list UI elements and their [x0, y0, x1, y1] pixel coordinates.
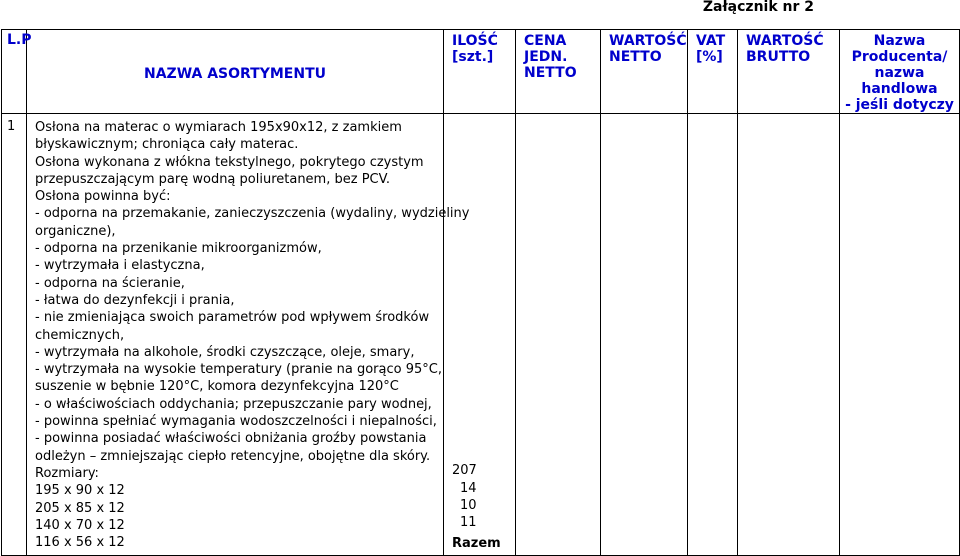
net-value-cell[interactable]: [601, 114, 688, 556]
header-vat: VAT [%]: [688, 30, 738, 114]
header-lp: L.P: [2, 30, 27, 114]
header-assortment: NAZWA ASORTYMENTU: [27, 30, 444, 114]
row-description: Osłona na materac o wymiarach 195x90x12, z zamkiem błyskawicznym; chroniąca cały materac. Osłona wykonana z włókna tekstylnego, pokrytego czystym przepuszczającym parę wodną poliuretanem, bez PCV. Osłona powinna być: - odporna na przemakanie, zanieczyszczenia (wydaliny, wydzieliny organiczne), - odporna na przenikanie mikroorganizmów, - wytrzymała i elastyczna, - odporna na ścieranie, - łatwa do dezynfekcji i prania, - nie zmieniająca swoich parametrów pod wpływem środków chemicznych, - wytrzymała na alkohole, środki czyszczące, oleje, smary, - wytrzymała na wysokie temperatury (pranie na gorąco 95°C, suszenie w bębnie 120°C, komora dezynfekcyjna 120°C - o właściwościach oddychania; przepuszczanie pary wodnej, - powinna spełniać wymagania wodoszczelności i niepalności, - powinna posiadać właściwości obniżania groźby powstania odleżyn – zmniejszając ciepło retencyjne, obojętne dla skóry. Rozmiary: 195 x 90 x 12 205 x 85 x 12 140 x 70 x 12 116 x 56 x 12: [27, 114, 444, 556]
gross-value-cell[interactable]: [738, 114, 840, 556]
total-label: Razem: [452, 536, 501, 552]
qty-value: 207: [452, 463, 477, 479]
header-row: [2, 30, 960, 114]
header-qty: ILOŚĆ [szt.]: [444, 30, 516, 114]
producer-cell[interactable]: [840, 114, 960, 556]
offer-table: [1, 29, 960, 556]
header-gross-value: WARTOŚĆ BRUTTO: [738, 30, 840, 114]
vat-cell[interactable]: [688, 114, 738, 556]
header-unit-price: CENA JEDN. NETTO: [516, 30, 601, 114]
row-lp: 1: [2, 114, 27, 556]
qty-value: 11: [460, 515, 477, 531]
qty-value: 14: [460, 480, 477, 496]
header-producer: Nazwa Producenta/ nazwa handlowa - jeśli dotyczy: [840, 30, 960, 114]
row-quantities: [444, 114, 516, 556]
unit-price-cell[interactable]: [516, 114, 601, 556]
annex-label: Załącznik nr 2: [702, 0, 814, 15]
table-row: [2, 114, 960, 556]
header-net-value: WARTOŚĆ NETTO: [601, 30, 688, 114]
qty-value: 10: [460, 497, 477, 513]
